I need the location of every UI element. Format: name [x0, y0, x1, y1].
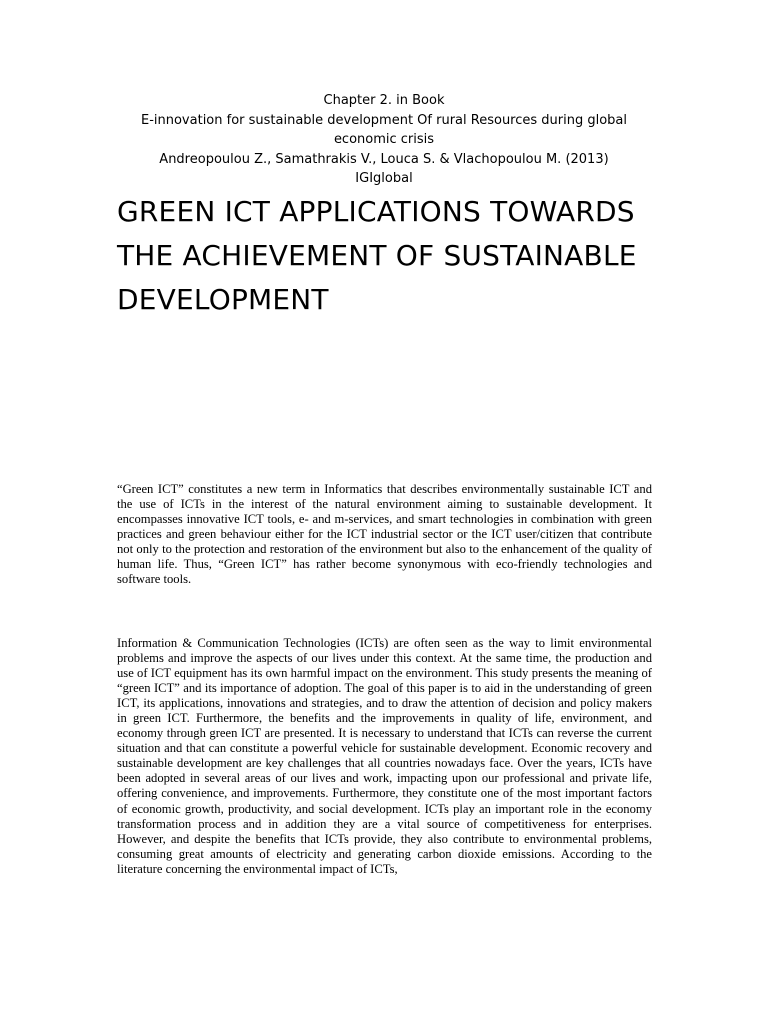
header-book-title-line-2: economic crisis — [333, 132, 435, 147]
document-title: GREEN ICT APPLICATIONS TOWARDS THE ACHIEVEMENT OF SUSTAINABLE DEVELOPMENT — [117, 195, 637, 316]
header-book-title-line-1: E-innovation for sustainable development Of rural Resources during global — [140, 112, 628, 128]
body-paragraph: Information & Communication Technologies (ICTs) are often seen as the way to limit environmental problems and improve the aspects of our lives under this context. At the same time, the production and use of ICT equipment has its own harmful impact on the environment. This study presents the meaning of “green ICT” and its importance of adoption. The goal of this paper is to aid in the understanding of green ICT, its applications, innovations and strategies, and to draw the attention of decision and policy makers in green ICT. Furthermore, the benefits and the improvements in quality of life, environment, and economy through green ICT are presented. It is necessary to understand that ICTs can reverse the current situation and that can constitute a powerful vehicle for sustainable development. Economic recovery and sustainable development are key challenges that all countries nowadays face. Over the years, ICTs have been adopted in several areas of our lives and work, impacting upon our professional and private life, offering convenience, and improvements. Furthermore, they constitute one of the most important factors of economic growth, productivity, and social development. ICTs play an important role in the economy transformation process and in addition they are a vital source of competitiveness for enterprises. However, and despite the benefits that ICTs provide, they also contribute to environmental problems, consuming great amounts of electricity and generating carbon dioxide emissions. According to the literature concerning the environmental impact of ICTs, — [117, 636, 652, 876]
header-chapter-line: Chapter 2. in Book — [323, 93, 445, 108]
header-publisher-line: IGIglobal — [355, 171, 413, 186]
header-authors-line: Andreopoulou Z., Samathrakis V., Louca S. & Vlachopoulou M. (2013) — [159, 151, 609, 167]
chapter-header — [100, 91, 668, 189]
abstract-paragraph: “Green ICT” constitutes a new term in Informatics that describes environmentally sustainable ICT and the use of ICTs in the interest of the natural environment aiming to sustainable development. It encompasses innovative ICT tools, e- and m-services, and smart technologies in combination with green practices and green behaviour either for the ICT industrial sector or the ICT user/citizen that contribute not only to the protection and restoration of the environment but also to the enhancement of the quality of human life. Thus, “Green ICT” has rather become synonymous with eco-friendly technologies and software tools. — [117, 482, 652, 587]
